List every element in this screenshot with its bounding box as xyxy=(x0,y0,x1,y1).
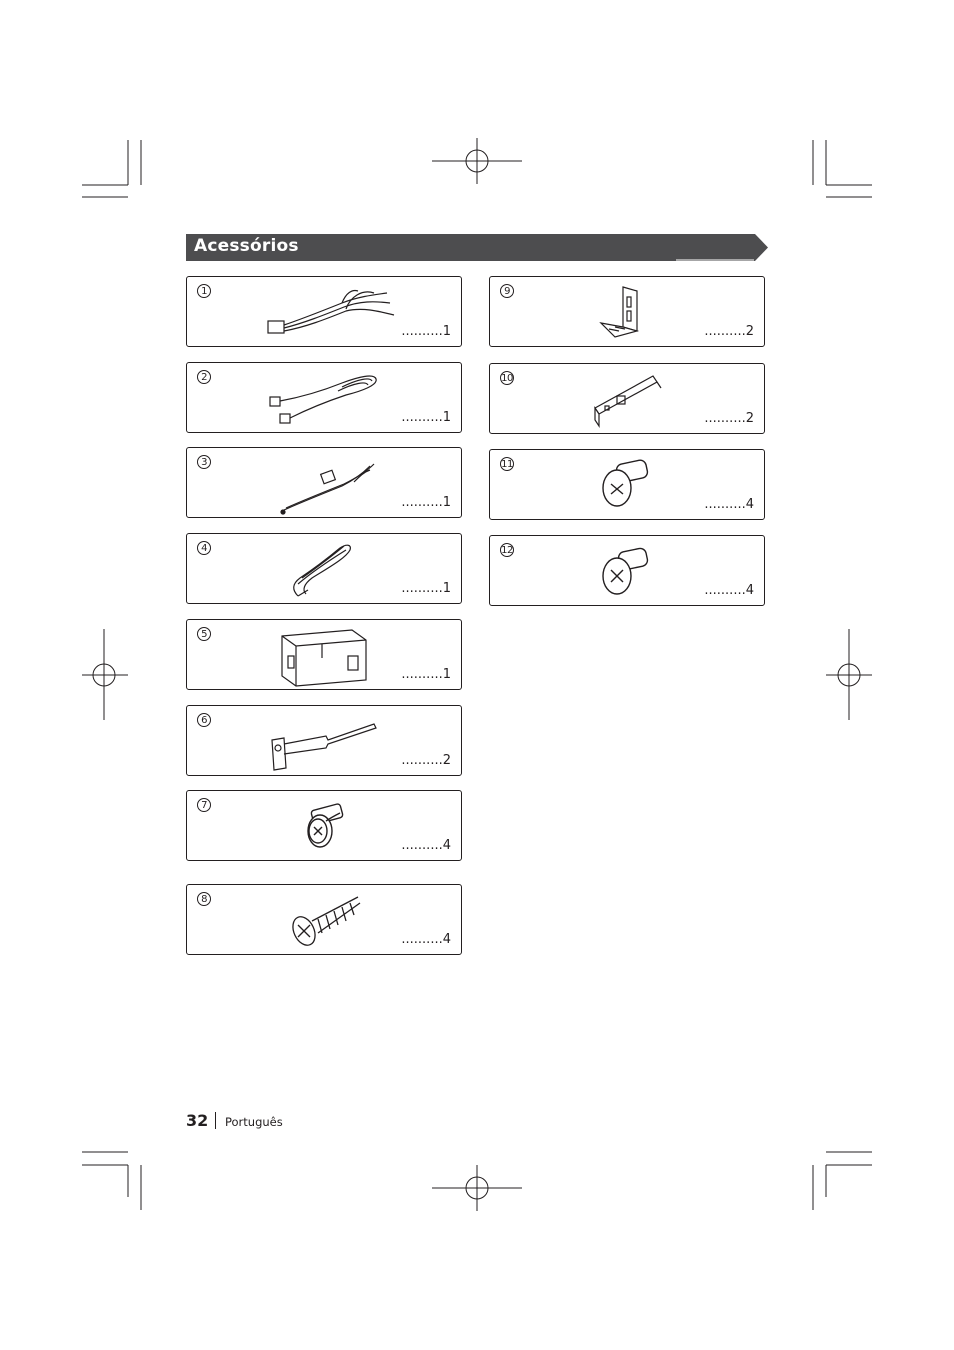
item-number: 2 xyxy=(197,370,211,384)
item-number: 12 xyxy=(501,545,513,556)
item-number: 8 xyxy=(197,892,211,906)
item-quantity: ..........1 xyxy=(401,324,451,339)
item-quantity: ..........4 xyxy=(401,932,451,947)
item-number: 1 xyxy=(197,284,211,298)
item-quantity: ..........2 xyxy=(401,753,451,768)
section-title: Acessórios xyxy=(194,236,299,256)
accessory-item-7 xyxy=(186,790,462,861)
accessory-item-11 xyxy=(489,449,765,520)
item-quantity: ..........1 xyxy=(401,581,451,596)
item-quantity: ..........2 xyxy=(704,324,754,339)
item-number: 11 xyxy=(501,459,513,470)
accessory-item-9 xyxy=(489,276,765,347)
flange-screw-icon xyxy=(262,795,402,859)
accessory-item-12 xyxy=(489,535,765,606)
item-quantity: ..........1 xyxy=(401,410,451,425)
item-quantity: ..........1 xyxy=(401,495,451,510)
accessory-item-6 xyxy=(186,705,462,776)
item-number: 6 xyxy=(197,713,211,727)
accessory-item-5 xyxy=(186,619,462,690)
extension-cable-icon xyxy=(262,367,402,431)
item-number: 9 xyxy=(500,284,514,298)
round-head-screw-icon xyxy=(565,454,705,518)
section-header xyxy=(186,234,768,261)
page-number: 32 xyxy=(186,1111,209,1130)
removal-tool-icon xyxy=(262,710,402,774)
antenna-cable-icon xyxy=(262,538,402,602)
item-number: 5 xyxy=(197,627,211,641)
mounting-sleeve-icon xyxy=(262,624,402,688)
item-number: 10 xyxy=(501,373,513,384)
item-number: 7 xyxy=(197,798,211,812)
tapping-screw-icon xyxy=(262,889,402,953)
accessory-item-2 xyxy=(186,362,462,433)
item-quantity: ..........4 xyxy=(704,497,754,512)
accessory-item-1 xyxy=(186,276,462,347)
footer-divider xyxy=(215,1112,216,1129)
item-quantity: ..........1 xyxy=(401,667,451,682)
flat-head-screw-icon xyxy=(565,540,705,604)
item-quantity: ..........2 xyxy=(704,411,754,426)
accessory-item-4 xyxy=(186,533,462,604)
item-number: 3 xyxy=(197,455,211,469)
accessory-item-3 xyxy=(186,447,462,518)
wiring-harness-icon xyxy=(262,281,402,345)
item-quantity: ..........4 xyxy=(704,583,754,598)
mounting-plate-icon xyxy=(565,368,705,432)
item-number: 4 xyxy=(197,541,211,555)
l-bracket-icon xyxy=(565,281,705,345)
page-language: Português xyxy=(225,1115,283,1129)
power-cord-icon xyxy=(262,452,402,516)
accessory-item-10 xyxy=(489,363,765,434)
accessory-item-8 xyxy=(186,884,462,955)
item-quantity: ..........4 xyxy=(401,838,451,853)
